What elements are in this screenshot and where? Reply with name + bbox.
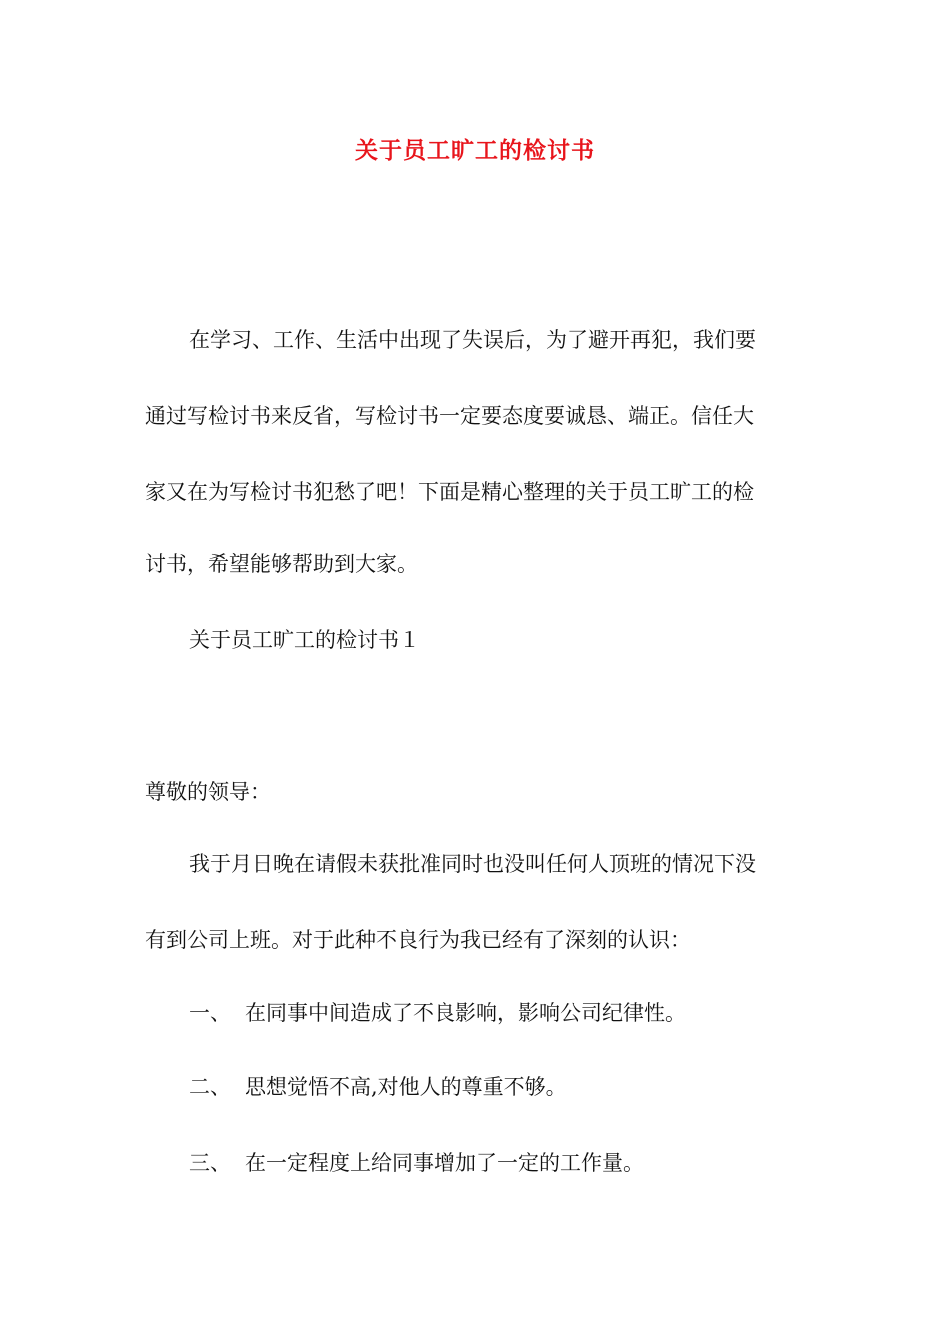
- list-item-number: 一、: [189, 1001, 231, 1025]
- list-item-text: 在同事中间造成了不良影响，影响公司纪律性。: [245, 1001, 686, 1025]
- list-item: [189, 1072, 567, 1102]
- section-heading: 关于员工旷工的检讨书１: [189, 628, 420, 652]
- list-item: [189, 998, 686, 1028]
- intro-line-4: 讨书，希望能够帮助到大家。: [145, 552, 418, 576]
- list-item: [189, 1148, 644, 1178]
- intro-line-1: 在学习、工作、生活中出现了失误后，为了避开再犯，我们要: [189, 328, 756, 352]
- document-title: 关于员工旷工的检讨书: [355, 137, 595, 164]
- list-item-number: 三、: [189, 1151, 231, 1175]
- list-item-number: 二、: [189, 1075, 231, 1099]
- salutation: 尊敬的领导：: [145, 780, 271, 804]
- body-line-1: 我于月日晚在请假未获批准同时也没叫任何人顶班的情况下没: [189, 852, 756, 876]
- intro-line-2: 通过写检讨书来反省，写检讨书一定要态度要诚恳、端正。信任大: [145, 404, 754, 428]
- list-item-text: 在一定程度上给同事增加了一定的工作量。: [245, 1151, 644, 1175]
- list-item-text: 思想觉悟不高,对他人的尊重不够。: [245, 1075, 567, 1099]
- intro-line-3: 家又在为写检讨书犯愁了吧！下面是精心整理的关于员工旷工的检: [145, 480, 754, 504]
- body-line-2: 有到公司上班。对于此种不良行为我已经有了深刻的认识：: [145, 928, 691, 952]
